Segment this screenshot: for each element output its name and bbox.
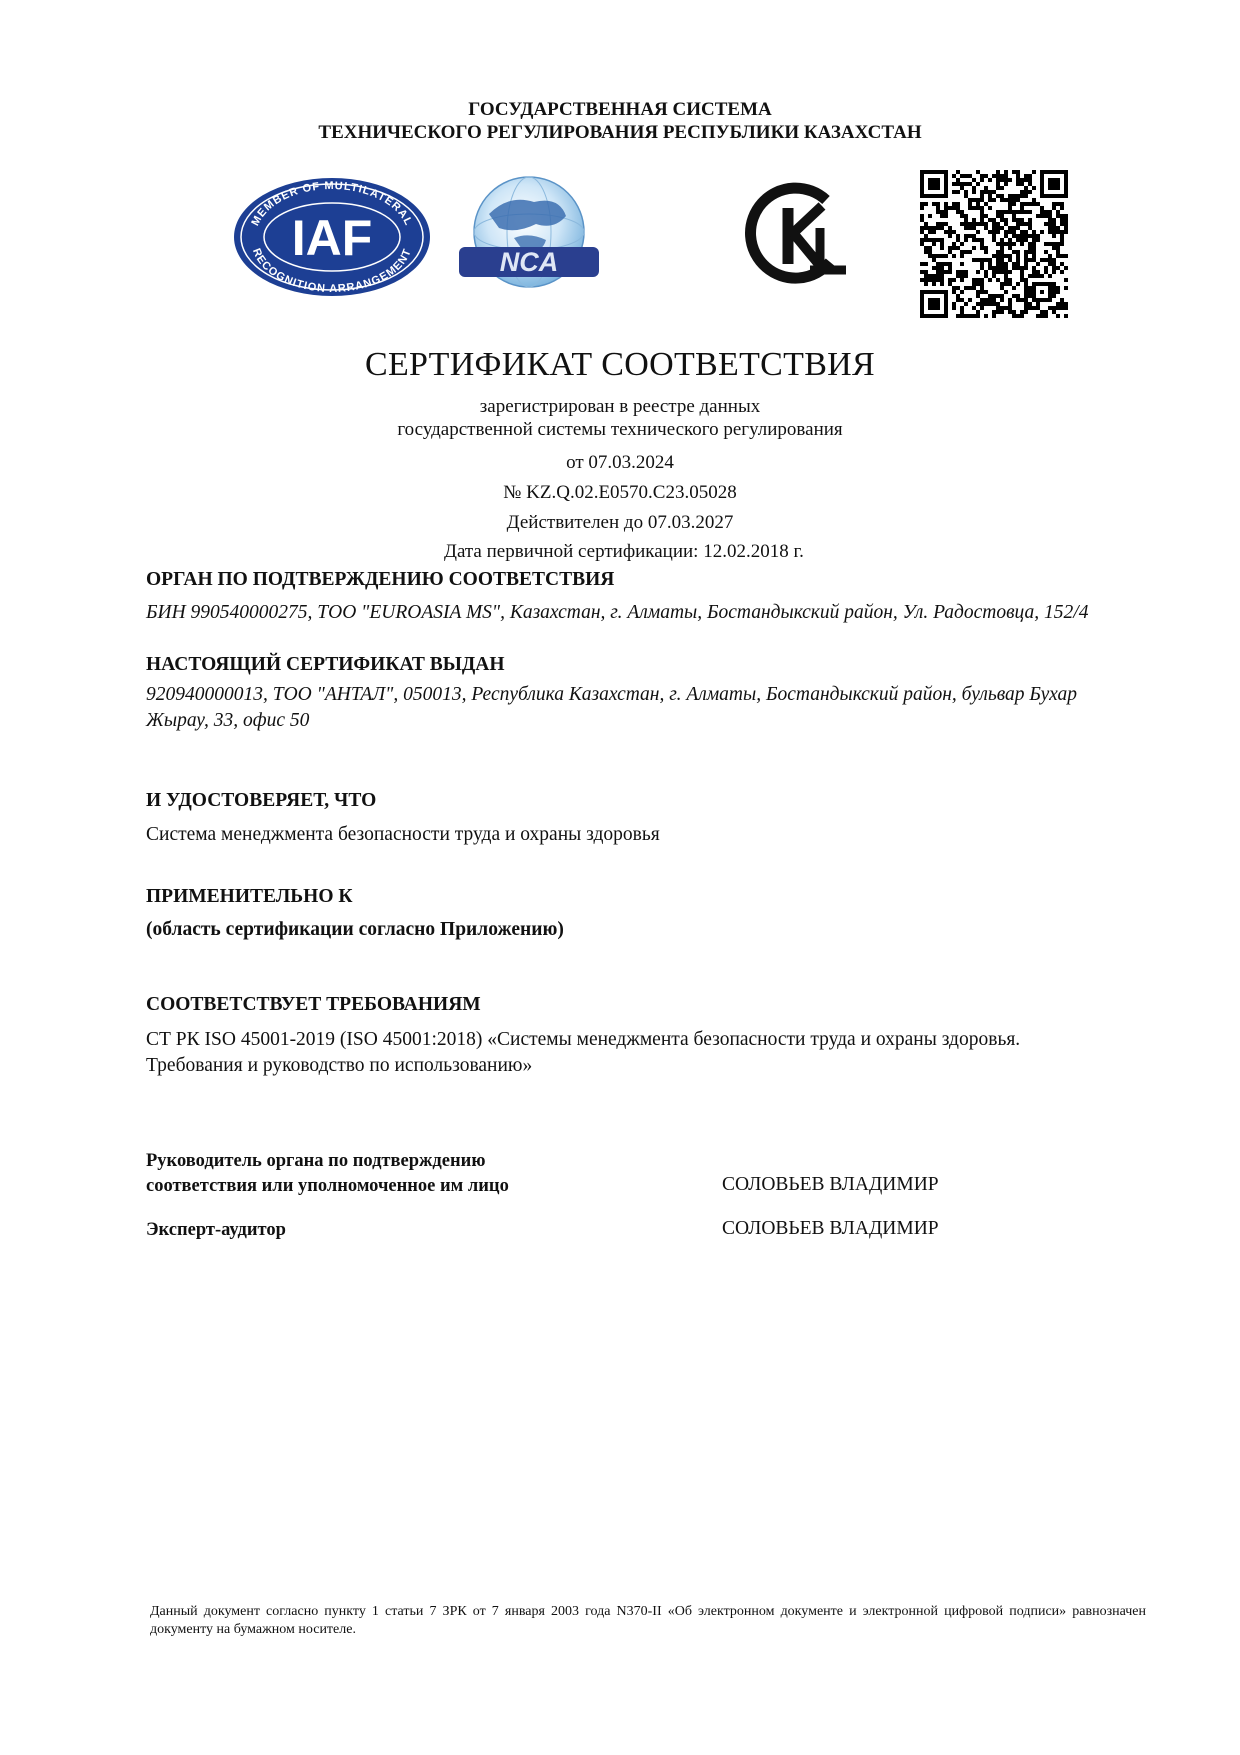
first-certification-date: Дата первичной сертификации: 12.02.2018 г. — [444, 541, 804, 562]
legal-footer-note: Данный документ согласно пункту 1 статьи 7 ЗРК от 7 января 2003 года N370-II «Об электронном документе и электронной цифровой подписи» равнозначен документу на бумажном носителе. — [150, 1604, 1146, 1637]
head-of-body-name: СОЛОВЬЕВ ВЛАДИМИР — [722, 1174, 939, 1195]
registered-line-2: государственной системы технического регулирования — [397, 419, 843, 440]
certificate-title: СЕРТИФИКАТ СООТВЕТСТВИЯ — [364, 346, 876, 383]
head-of-body-label-line-2: соответствия или уполномоченное им лицо — [146, 1176, 509, 1196]
iaf-logo-icon — [232, 176, 432, 298]
applicable-text: (область сертификации согласно Приложению) — [146, 919, 564, 940]
registered-line-1: зарегистрирован в реестре данных — [479, 396, 761, 417]
svg-text:MEMBER OF MULTILATERAL: MEMBER OF MULTILATERAL — [249, 179, 415, 228]
svg-text:IAF: IAF — [291, 210, 373, 266]
certificate-number: № KZ.Q.02.E0570.C23.05028 — [503, 482, 737, 503]
nca-globe-logo-icon — [454, 172, 604, 297]
header-line-1: ГОСУДАРСТВЕННАЯ СИСТЕМА — [468, 99, 772, 120]
complies-heading: СООТВЕТСТВУЕТ ТРЕБОВАНИЯМ — [146, 994, 481, 1015]
header-line-2: ТЕХНИЧЕСКОГО РЕГУЛИРОВАНИЯ РЕСПУБЛИКИ КАЗАХСТАН — [318, 122, 922, 143]
certifies-heading: И УДОСТОВЕРЯЕТ, ЧТО — [146, 790, 377, 811]
conformity-body-text: БИН 990540000275, ТОО "EUROASIA MS", Казахстан, г. Алматы, Бостандыкский район, Ул. Радостовца, 152/4 — [146, 602, 1089, 623]
issued-to-text-line-1: 920940000013, ТОО "АНТАЛ", 050013, Республика Казахстан, г. Алматы, Бостандыкский район, бульвар Бухар — [146, 684, 1077, 705]
certifies-text: Система менеджмента безопасности труда и охраны здоровья — [146, 824, 660, 845]
expert-auditor-name: СОЛОВЬЕВ ВЛАДИМИР — [722, 1218, 939, 1239]
issued-to-heading: НАСТОЯЩИЙ СЕРТИФИКАТ ВЫДАН — [146, 654, 505, 675]
applicable-heading: ПРИМЕНИТЕЛЬНО К — [146, 886, 353, 907]
svg-text:RECOGNITION ARRANGEMENT: RECOGNITION ARRANGEMENT — [249, 246, 414, 296]
complies-text-line-1: СТ РК ISO 45001-2019 (ISO 45001:2018) «Системы менеджмента безопасности труда и охраны здоровья. — [146, 1029, 1021, 1050]
head-of-body-label-line-1: Руководитель органа по подтверждению — [146, 1151, 486, 1171]
complies-text-line-2: Требования и руководство по использованию» — [146, 1055, 533, 1076]
expert-auditor-label: Эксперт-аудитор — [146, 1220, 286, 1240]
qr-code-icon — [920, 170, 1068, 318]
kz-conformity-mark-icon — [738, 178, 848, 293]
conformity-body-heading: ОРГАН ПО ПОДТВЕРЖДЕНИЮ СООТВЕТСТВИЯ — [146, 569, 615, 590]
svg-text:NCA: NCA — [499, 247, 559, 277]
certificate-date: от 07.03.2024 — [566, 452, 674, 473]
valid-until: Действителен до 07.03.2027 — [506, 512, 734, 533]
issued-to-text-line-2: Жырау, 33, офис 50 — [146, 710, 310, 731]
